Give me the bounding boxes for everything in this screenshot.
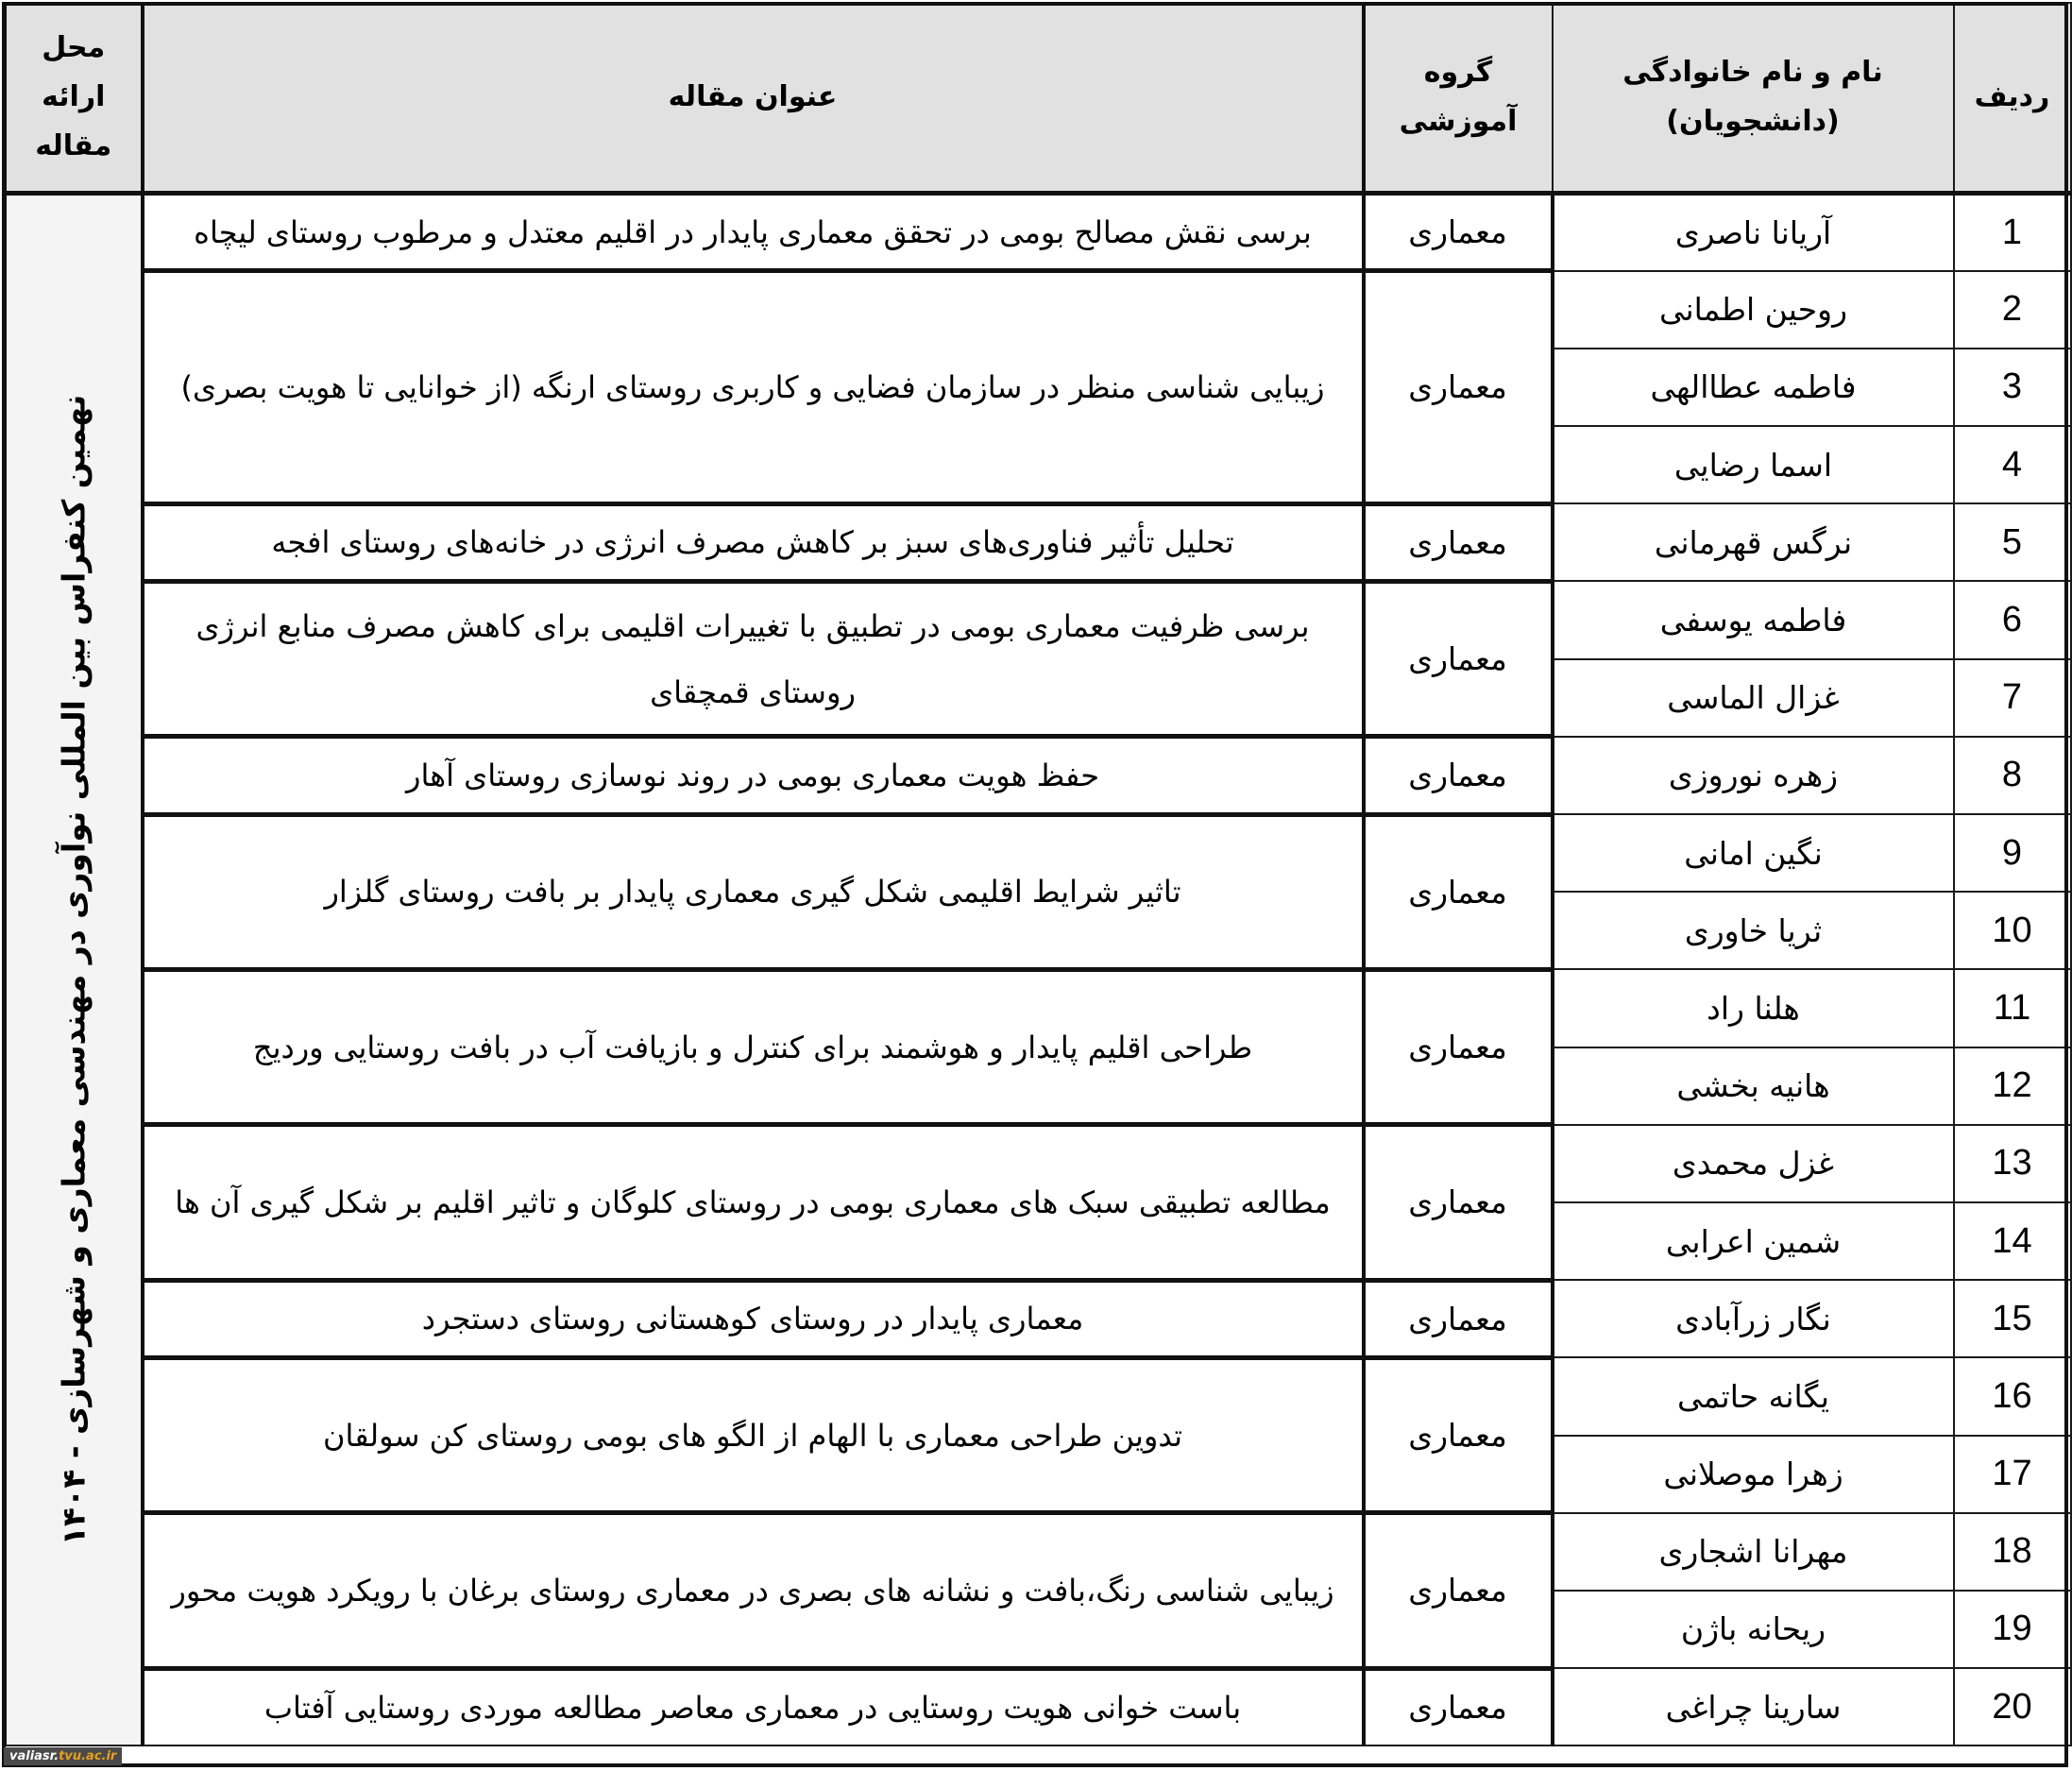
student-name: زهره نوروزی	[1553, 737, 1954, 814]
header-row	[5, 3, 2071, 194]
row-index: 14	[1954, 1202, 2071, 1280]
student-name: زهرا موصلانی	[1553, 1436, 1954, 1513]
department-group: معماری	[1364, 814, 1553, 969]
row-index: 2	[1954, 271, 2071, 349]
department-group: معماری	[1364, 1513, 1553, 1668]
student-name: هانیه بخشی	[1553, 1047, 1954, 1125]
header-student-name: نام و نام خانوادگی (دانشجویان)	[1553, 3, 1954, 194]
table-row	[5, 1280, 2071, 1357]
student-name: غزال الماسی	[1553, 659, 1954, 737]
paper-title: معماری پایدار در روستای کوهستانی روستای دستجرد	[143, 1280, 1364, 1357]
table-row	[5, 271, 2071, 349]
row-index: 1	[1954, 194, 2071, 271]
header-venue: محل ارائه مقاله	[5, 3, 143, 194]
department-group: معماری	[1364, 503, 1553, 581]
table-row	[5, 1357, 2071, 1435]
table-row	[5, 814, 2071, 892]
paper-title: تدوین طراحی معماری با الهام از الگو های بومی روستای کن سولقان	[143, 1357, 1364, 1512]
student-name: نرگس قهرمانی	[1553, 503, 1954, 581]
paper-title: تحلیل تأثیر فناوری‌های سبز بر کاهش مصرف انرژی در خانه‌های روستای افجه	[143, 503, 1364, 581]
header-title: عنوان مقاله	[143, 3, 1364, 194]
student-name: هلنا راد	[1553, 969, 1954, 1047]
student-name: آریانا ناصری	[1553, 194, 1954, 271]
student-name: ثریا خاوری	[1553, 892, 1954, 969]
table-row	[5, 969, 2071, 1047]
row-index: 13	[1954, 1125, 2071, 1202]
row-index: 20	[1954, 1668, 2071, 1745]
student-name: یگانه حاتمی	[1553, 1357, 1954, 1435]
student-name: فاطمه عطاالهی	[1553, 349, 1954, 426]
row-index: 7	[1954, 659, 2071, 737]
student-name: سارینا چراغی	[1553, 1668, 1954, 1745]
department-group: معماری	[1364, 969, 1553, 1124]
row-index: 17	[1954, 1436, 2071, 1513]
paper-title: مطالعه تطبیقی سبک های معماری بومی در روستای کلوگان و تاثیر اقلیم بر شکل گیری آن ها	[143, 1125, 1364, 1280]
row-index: 12	[1954, 1047, 2071, 1125]
department-group: معماری	[1364, 271, 1553, 504]
row-index: 19	[1954, 1591, 2071, 1668]
department-group: معماری	[1364, 194, 1553, 271]
student-name: شمین اعرابی	[1553, 1202, 1954, 1280]
student-name: نگین امانی	[1553, 814, 1954, 892]
row-index: 6	[1954, 581, 2071, 658]
row-index: 5	[1954, 503, 2071, 581]
department-group: معماری	[1364, 737, 1553, 814]
department-group: معماری	[1364, 1125, 1553, 1280]
student-name: مهرانا اشجاری	[1553, 1513, 1954, 1591]
table-row	[5, 1513, 2071, 1591]
watermark: valiasr.tvu.ac.ir	[4, 1747, 122, 1765]
table-row	[5, 1125, 2071, 1202]
row-index: 18	[1954, 1513, 2071, 1591]
paper-title: برسی نقش مصالح بومی در تحقق معماری پایدار در اقلیم معتدل و مرطوب روستای لیچاه	[143, 194, 1364, 271]
student-name: فاطمه یوسفی	[1553, 581, 1954, 658]
venue-cell	[5, 194, 143, 1746]
paper-title: باست خوانی هویت روستایی در معماری معاصر مطالعه موردی روستایی آفتاب	[143, 1668, 1364, 1745]
row-index: 9	[1954, 814, 2071, 892]
table-row	[5, 737, 2071, 814]
student-name: غزل محمدی	[1553, 1125, 1954, 1202]
header-group: گروه آموزشی	[1364, 3, 1553, 194]
table-row	[5, 1668, 2071, 1745]
paper-title: تاثیر شرایط اقلیمی شکل گیری معماری پایدار بر بافت روستای گلزار	[143, 814, 1364, 969]
student-name: نگار زرآبادی	[1553, 1280, 1954, 1357]
department-group: معماری	[1364, 1668, 1553, 1745]
paper-title: حفظ هویت معماری بومی در روند نوسازی روستای آهار	[143, 737, 1364, 814]
row-index: 11	[1954, 969, 2071, 1047]
table-body	[5, 194, 2071, 1746]
paper-title: زیبایی شناسی منظر در سازمان فضایی و کاربری روستای ارنگه (از خوانایی تا هویت بصری)	[143, 271, 1364, 504]
department-group: معماری	[1364, 1357, 1553, 1512]
row-index: 4	[1954, 426, 2071, 503]
table-row	[5, 581, 2071, 658]
papers-table	[2, 2, 2072, 1746]
paper-title: طراحی اقلیم پایدار و هوشمند برای کنترل و بازیافت آب در بافت روستایی وردیج	[143, 969, 1364, 1124]
department-group: معماری	[1364, 1280, 1553, 1357]
row-index: 15	[1954, 1280, 2071, 1357]
header-index: ردیف	[1954, 3, 2071, 194]
paper-title: برسی ظرفیت معماری بومی در تطبیق با تغییرات اقلیمی برای کاهش مصرف منابع انرژی روستای قمچقای	[143, 581, 1364, 736]
venue-text: نهمین کنفراس بین المللی نوآوری در مهندسی معماری و شهرسازی - ۱۴۰۴	[55, 394, 93, 1546]
paper-title: زیبایی شناسی رنگ،بافت و نشانه های بصری در معماری روستای برغان با رویکرد هویت محور	[143, 1513, 1364, 1668]
paper-list-sheet	[2, 2, 2068, 1767]
row-index: 3	[1954, 349, 2071, 426]
row-index: 10	[1954, 892, 2071, 969]
table-row	[5, 194, 2071, 271]
table-row	[5, 503, 2071, 581]
row-index: 16	[1954, 1357, 2071, 1435]
row-index: 8	[1954, 737, 2071, 814]
student-name: ریحانه باژن	[1553, 1591, 1954, 1668]
student-name: روحین اطمانی	[1553, 271, 1954, 349]
student-name: اسما رضایی	[1553, 426, 1954, 503]
department-group: معماری	[1364, 581, 1553, 736]
